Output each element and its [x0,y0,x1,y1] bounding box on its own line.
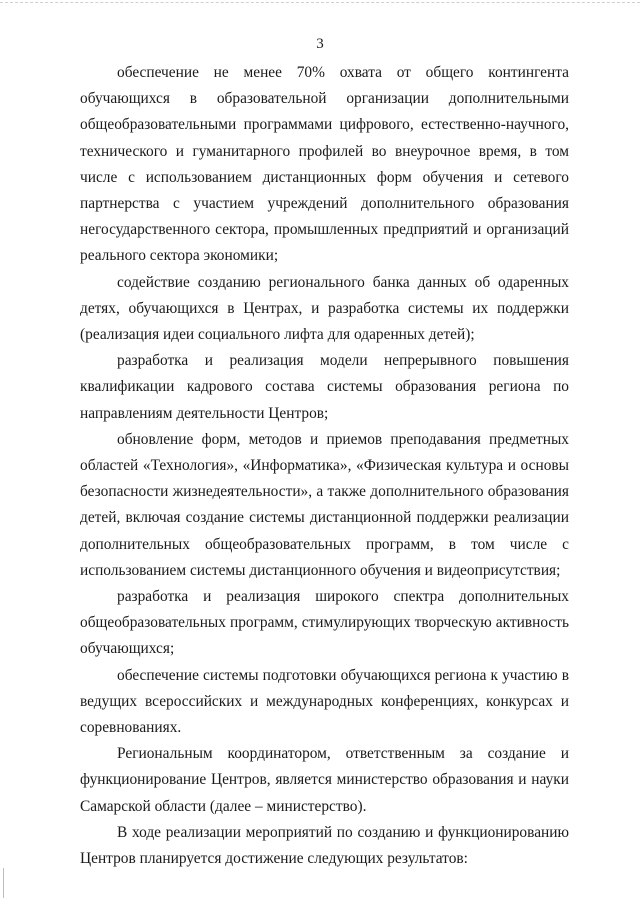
paragraph: обеспечение не менее 70% охвата от общего контингента обучающихся в образовательной организации дополнительными общеобразовательными программами цифрового, естественно-научного, технического и гуманитарного профилей во внеурочное время, в том числе с использованием дистанционных форм обучения и сетевого партнерства с участием учреждений дополнительного образования негосударственного сектора, промышленных предприятий и организаций реального сектора экономики; [80,64,569,265]
paragraph: разработка и реализация широкого спектра дополнительных общеобразовательных программ, стимулирующих творческую активность обучающихся; [80,588,569,658]
scan-edge-mark [3,868,4,898]
paragraph: обновление форм, методов и приемов преподавания предметных областей «Технология», «Информатика», «Физическая культура и основы безопасности жизнедеятельности», а также дополнительного образования детей, включая создание системы дистанционной поддержки реализации дополнительных общеобразовательных программ, в том числе с использованием системы дистанционного обучения и видеоприсутствия; [80,430,569,579]
scan-top-edge [0,2,640,4]
paragraph: содействие созданию регионального банка данных об одаренных детях, обучающихся в Центрах, и разработка системы их поддержки (реализация идеи социального лифта для одаренных детей); [80,273,569,344]
scan-speck-mark [612,879,616,889]
document-body [80,60,569,872]
paragraph: В ходе реализации мероприятий по созданию и функционированию Центров планируется достижение следующих результатов: [80,823,569,868]
paragraph: разработка и реализация модели непрерывного повышения квалификации кадрового состава системы образования региона по направлениям деятельности Центров; [80,352,569,422]
paragraph: Региональным координатором, ответственным за создание и функционирование Центров, является министерство образования и науки Самарской области (далее – министерство). [80,745,569,815]
paragraph: обеспечение системы подготовки обучающихся региона к участию в ведущих всероссийских и международных конференциях, конкурсах и соревнованиях. [80,666,569,737]
page-number: 3 [316,36,324,52]
